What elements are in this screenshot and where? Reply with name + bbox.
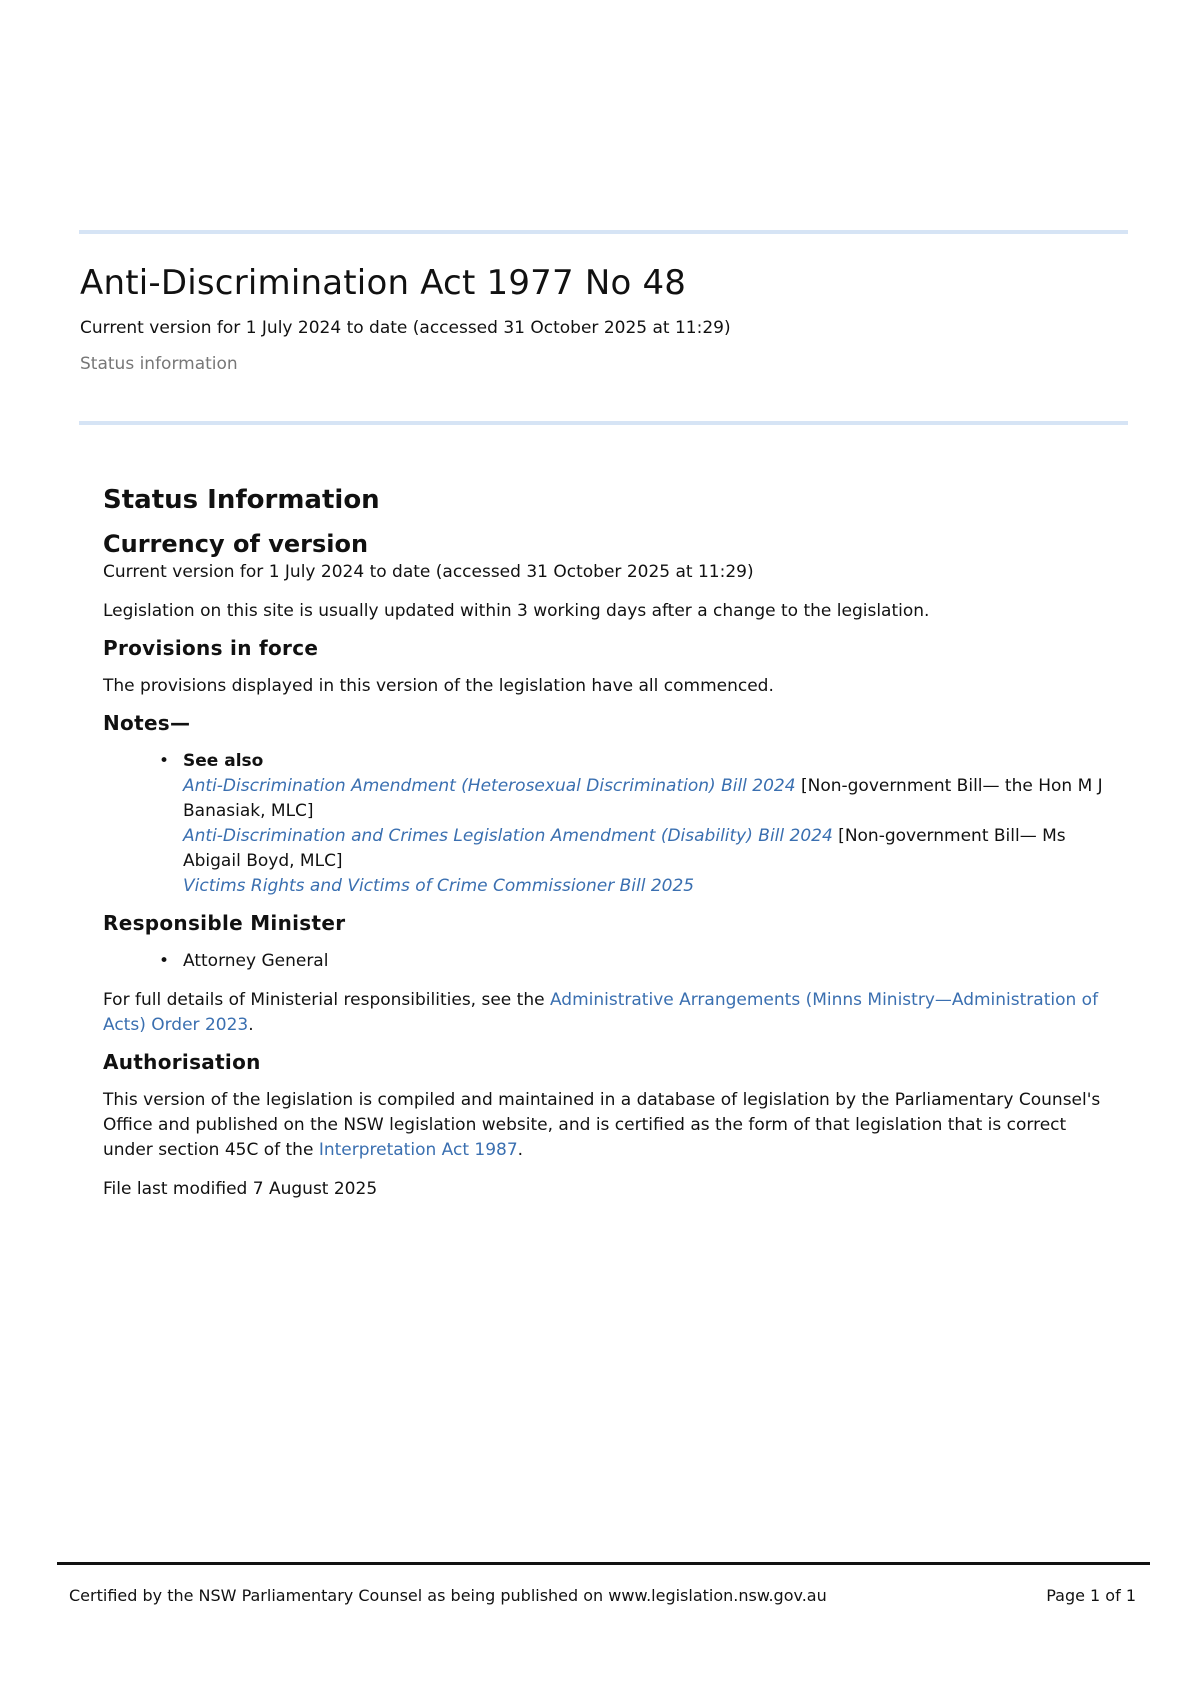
status-information-link[interactable]: Status information — [80, 354, 238, 374]
see-also-item-2 — [183, 824, 1103, 874]
notes-heading: Notes— — [103, 711, 191, 735]
see-also-item-1 — [183, 774, 1103, 824]
see-also-item-3 — [183, 874, 1103, 899]
see-also-link-1[interactable]: Anti-Discrimination Amendment (Heterosexual Discrimination) Bill 2024 — [183, 776, 796, 796]
see-also-suffix-2: [Non-government Bill— Ms Abigail Boyd, MLC] — [183, 826, 1066, 871]
currency-update-note: Legislation on this site is usually updated within 3 working days after a change to the legislation. — [103, 601, 930, 621]
authorisation-text — [103, 1088, 1103, 1163]
administrative-arrangements-link[interactable]: Administrative Arrangements (Minns Ministry—Administration of Acts) Order 2023 — [103, 990, 1099, 1035]
footer-rule — [57, 1562, 1150, 1565]
interpretation-act-link[interactable]: Interpretation Act 1987 — [318, 1140, 518, 1160]
document-title: Anti-Discrimination Act 1977 No 48 — [80, 263, 687, 303]
status-section — [103, 482, 1103, 1202]
currency-heading: Currency of version — [103, 530, 369, 558]
authorisation-heading: Authorisation — [103, 1050, 261, 1074]
minister-list — [103, 949, 1103, 974]
footer-certification: Certified by the NSW Parliamentary Counsel as being published on www.legislation.nsw.gov.au — [69, 1586, 827, 1605]
minister-details-prefix: For full details of Ministerial responsibilities, see the — [103, 990, 550, 1010]
bullet-icon: • — [159, 751, 170, 771]
see-also-label: See also — [183, 751, 264, 771]
document-version: Current version for 1 July 2024 to date (accessed 31 October 2025 at 11:29) — [80, 318, 731, 338]
authorisation-text-prefix: This version of the legislation is compiled and maintained in a database of legislation by the Parliamentary Counsel's Office and published on the NSW legislation website, and is certified as the form of that legislation that is correct under section 45C of the — [103, 1090, 1101, 1160]
list-item — [159, 949, 1103, 974]
header-bottom-rule — [79, 421, 1128, 425]
currency-version-text: Current version for 1 July 2024 to date (accessed 31 October 2025 at 11:29) — [103, 562, 754, 582]
authorisation-text-suffix: . — [517, 1140, 524, 1160]
header-top-rule — [79, 230, 1128, 234]
bullet-icon: • — [159, 951, 170, 971]
minister-details — [103, 988, 1103, 1038]
minister-heading: Responsible Minister — [103, 911, 346, 935]
last-modified: File last modified 7 August 2025 — [103, 1179, 378, 1199]
notes-list — [103, 749, 1103, 899]
see-also-link-3[interactable]: Victims Rights and Victims of Crime Commissioner Bill 2025 — [183, 876, 695, 896]
footer-page-number: Page 1 of 1 — [1046, 1586, 1136, 1605]
see-also-suffix-1: [Non-government Bill— the Hon M J Banasiak, MLC] — [183, 776, 1103, 821]
status-heading: Status Information — [103, 485, 380, 515]
minister-name: Attorney General — [183, 951, 329, 971]
provisions-heading: Provisions in force — [103, 636, 319, 660]
provisions-text: The provisions displayed in this version of the legislation have all commenced. — [103, 676, 774, 696]
see-also-link-2[interactable]: Anti-Discrimination and Crimes Legislation Amendment (Disability) Bill 2024 — [183, 826, 833, 846]
list-item — [159, 749, 1103, 899]
document-header — [80, 262, 1120, 376]
minister-details-suffix: . — [248, 1015, 254, 1035]
